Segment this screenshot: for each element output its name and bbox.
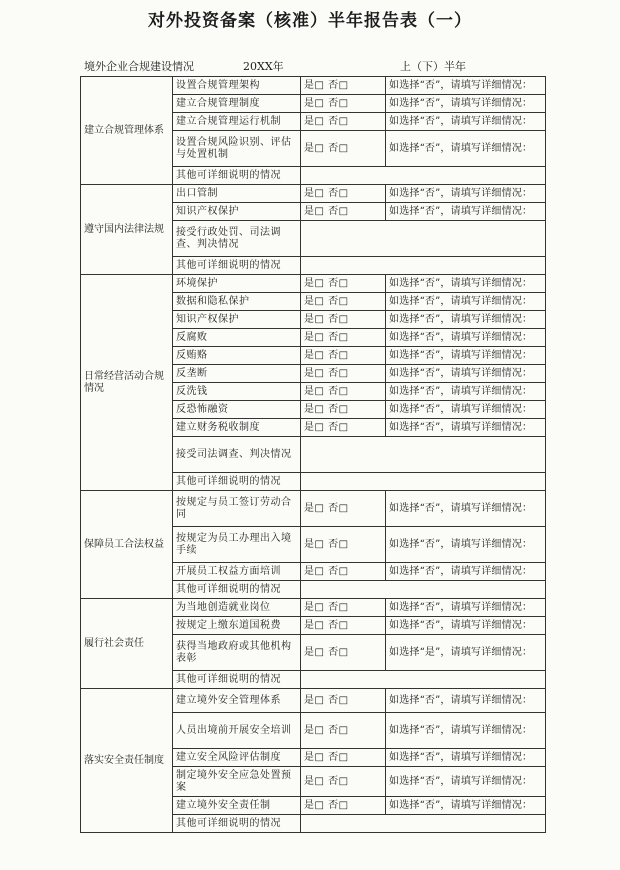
item-label: 其他可详细说明的情况	[173, 581, 301, 599]
item-label: 环境保护	[173, 275, 301, 293]
details-note[interactable]: 如选择“否”，请填写详细情况：	[386, 365, 546, 383]
item-label: 建立境外安全责任制	[173, 797, 301, 815]
details-note[interactable]: 如选择“否”，请填写详细情况：	[386, 797, 546, 815]
item-label: 其他可详细说明的情况	[173, 257, 301, 275]
details-field[interactable]	[301, 437, 546, 473]
item-label: 为当地创造就业岗位	[173, 599, 301, 617]
yes-no-checkbox[interactable]: 是□ 否□	[301, 527, 386, 563]
item-label: 接受司法调查、判决情况	[173, 437, 301, 473]
item-label: 建立合规管理运行机制	[173, 113, 301, 131]
yes-no-checkbox[interactable]: 是□ 否□	[301, 689, 386, 713]
item-label: 知识产权保护	[173, 311, 301, 329]
details-note[interactable]: 如选择“否”，请填写详细情况：	[386, 713, 546, 749]
details-note[interactable]: 如选择“否”，请填写详细情况：	[386, 749, 546, 767]
yes-no-checkbox[interactable]: 是□ 否□	[301, 365, 386, 383]
yes-no-checkbox[interactable]: 是□ 否□	[301, 77, 386, 95]
yes-no-checkbox[interactable]: 是□ 否□	[301, 131, 386, 167]
yes-no-checkbox[interactable]: 是□ 否□	[301, 749, 386, 767]
details-note[interactable]: 如选择“否”，请填写详细情况：	[386, 401, 546, 419]
item-label: 按规定为员工办理出入境手续	[173, 527, 301, 563]
details-note[interactable]: 如选择“否”，请填写详细情况：	[386, 617, 546, 635]
details-note[interactable]: 如选择“否”，请填写详细情况：	[386, 689, 546, 713]
item-label: 其他可详细说明的情况	[173, 815, 301, 833]
details-note[interactable]: 如选择“否”，请填写详细情况：	[386, 383, 546, 401]
yes-no-checkbox[interactable]: 是□ 否□	[301, 617, 386, 635]
details-note[interactable]: 如选择“否”，请填写详细情况：	[386, 275, 546, 293]
table-row	[81, 77, 546, 95]
yes-no-checkbox[interactable]: 是□ 否□	[301, 599, 386, 617]
details-note[interactable]: 如选择“否”，请填写详细情况：	[386, 311, 546, 329]
item-label: 其他可详细说明的情况	[173, 473, 301, 491]
yes-no-checkbox[interactable]: 是□ 否□	[301, 419, 386, 437]
details-note[interactable]: 如选择“否”，请填写详细情况：	[386, 329, 546, 347]
yes-no-checkbox[interactable]: 是□ 否□	[301, 275, 386, 293]
item-label: 获得当地政府或其他机构表彰	[173, 635, 301, 671]
yes-no-checkbox[interactable]: 是□ 否□	[301, 311, 386, 329]
details-field[interactable]	[301, 221, 546, 257]
yes-no-checkbox[interactable]: 是□ 否□	[301, 203, 386, 221]
details-note[interactable]: 如选择“否”，请填写详细情况：	[386, 185, 546, 203]
yes-no-checkbox[interactable]: 是□ 否□	[301, 563, 386, 581]
item-label: 反恐怖融资	[173, 401, 301, 419]
yes-no-checkbox[interactable]: 是□ 否□	[301, 185, 386, 203]
section-heading: 境外企业合规建设情况	[84, 60, 194, 73]
details-note[interactable]: 如选择“否”，请填写详细情况：	[386, 95, 546, 113]
details-note[interactable]: 如选择“否”，请填写详细情况：	[386, 113, 546, 131]
details-field[interactable]	[301, 671, 546, 689]
yes-no-checkbox[interactable]: 是□ 否□	[301, 113, 386, 131]
table-row	[81, 275, 546, 293]
details-note[interactable]: 如选择“否”，请填写详细情况：	[386, 767, 546, 797]
item-label: 出口管制	[173, 185, 301, 203]
details-note[interactable]: 如选择“否”，请填写详细情况：	[386, 527, 546, 563]
yes-no-checkbox[interactable]: 是□ 否□	[301, 383, 386, 401]
yes-no-checkbox[interactable]: 是□ 否□	[301, 347, 386, 365]
details-note[interactable]: 如选择“否”，请填写详细情况：	[386, 131, 546, 167]
item-label: 按规定与员工签订劳动合同	[173, 491, 301, 527]
category-cell: 履行社会责任	[81, 599, 173, 689]
yes-no-checkbox[interactable]: 是□ 否□	[301, 713, 386, 749]
table-row	[81, 599, 546, 617]
yes-no-checkbox[interactable]: 是□ 否□	[301, 329, 386, 347]
details-note[interactable]: 如选择“否”，请填写详细情况：	[386, 203, 546, 221]
item-label: 其他可详细说明的情况	[173, 671, 301, 689]
item-label: 建立合规管理制度	[173, 95, 301, 113]
item-label: 建立财务税收制度	[173, 419, 301, 437]
item-label: 设置合规管理架构	[173, 77, 301, 95]
item-label: 接受行政处罚、司法调查、判决情况	[173, 221, 301, 257]
details-field[interactable]	[301, 257, 546, 275]
report-year: 20XX年	[243, 60, 284, 73]
item-label: 反腐败	[173, 329, 301, 347]
item-label: 反贿赂	[173, 347, 301, 365]
category-cell: 保障员工合法权益	[81, 491, 173, 599]
details-field[interactable]	[301, 473, 546, 491]
item-label: 人员出境前开展安全培训	[173, 713, 301, 749]
details-note[interactable]: 如选择“否”，请填写详细情况：	[386, 419, 546, 437]
details-note[interactable]: 如选择“否”，请填写详细情况：	[386, 347, 546, 365]
form-title: 对外投资备案（核准）半年报告表（一）	[148, 11, 472, 31]
item-label: 数据和隐私保护	[173, 293, 301, 311]
category-cell: 落实安全责任制度	[81, 689, 173, 833]
category-cell: 遵守国内法律法规	[81, 185, 173, 275]
details-note[interactable]: 如选择“否”，请填写详细情况：	[386, 599, 546, 617]
item-label: 开展员工权益方面培训	[173, 563, 301, 581]
report-half: 上（下）半年	[400, 60, 466, 73]
details-field[interactable]	[301, 167, 546, 185]
details-field[interactable]	[301, 815, 546, 833]
item-label: 建立安全风险评估制度	[173, 749, 301, 767]
yes-no-checkbox[interactable]: 是□ 否□	[301, 635, 386, 671]
table-row	[81, 185, 546, 203]
yes-no-checkbox[interactable]: 是□ 否□	[301, 401, 386, 419]
yes-no-checkbox[interactable]: 是□ 否□	[301, 767, 386, 797]
item-label: 制定境外安全应急处置预案	[173, 767, 301, 797]
category-cell: 建立合规管理体系	[81, 77, 173, 185]
details-field[interactable]	[301, 581, 546, 599]
item-label: 反垄断	[173, 365, 301, 383]
item-label: 按规定上缴东道国税费	[173, 617, 301, 635]
item-label: 反洗钱	[173, 383, 301, 401]
category-cell: 日常经营活动合规情况	[81, 275, 173, 491]
item-label: 建立境外安全管理体系	[173, 689, 301, 713]
table-row	[81, 689, 546, 713]
details-note[interactable]: 如选择“否”，请填写详细情况：	[386, 293, 546, 311]
table-row	[81, 491, 546, 527]
item-label: 知识产权保护	[173, 203, 301, 221]
yes-no-checkbox[interactable]: 是□ 否□	[301, 491, 386, 527]
item-label: 设置合规风险识别、评估与处置机制	[173, 131, 301, 167]
yes-no-checkbox[interactable]: 是□ 否□	[301, 293, 386, 311]
details-note[interactable]: 如选择“否”，请填写详细情况：	[386, 563, 546, 581]
details-note[interactable]: 如选择“是”，请填写详细情况：	[386, 635, 546, 671]
item-label: 其他可详细说明的情况	[173, 167, 301, 185]
yes-no-checkbox[interactable]: 是□ 否□	[301, 95, 386, 113]
compliance-table	[80, 76, 546, 833]
details-note[interactable]: 如选择“否”，请填写详细情况：	[386, 77, 546, 95]
details-note[interactable]: 如选择“否”，请填写详细情况：	[386, 491, 546, 527]
yes-no-checkbox[interactable]: 是□ 否□	[301, 797, 386, 815]
